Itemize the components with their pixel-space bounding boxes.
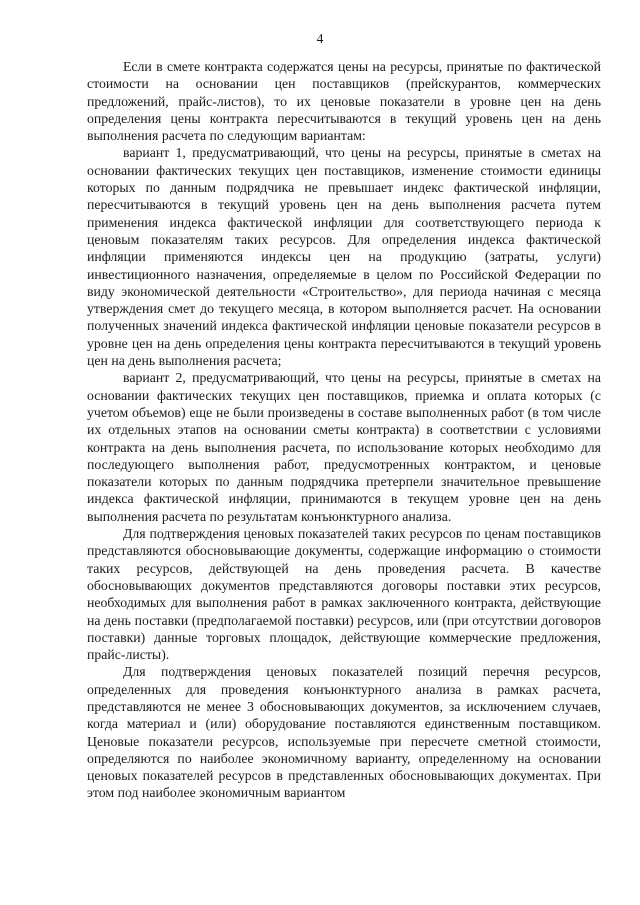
paragraph-variant-2: вариант 2, предусматривающий, что цены на ресурсы, принятые в сметах на основании фактических текущих цен поставщиков, приемка и оплата которых (с учетом объемов) еще не были произведены в составе выполненных работ (в том числе их отдельных этапов на основании сметы контракта) в соответствии с условиями контракта на день выполнения расчета, по использование которых необходимо для последующего выполнения работ, предусмотренных контрактом, и ценовые показатели которых по данным подрядчика претерпели значительное превышение индекса фактической инфляции, принимаются в текущем уровне цен на день выполнения расчета по результатам конъюнктурного анализа.	[87, 370, 601, 524]
paragraph-price-indicators: Для подтверждения ценовых показателей позиций перечня ресурсов, определенных для проведения конъюнктурного анализа в рамках расчета, представляются не менее 3 обосновывающих документов, за исключением случаев, когда материал и (или) оборудование поставляются единственным поставщиком. Ценовые показатели ресурсов, используемые при пересчете сметной стоимости, определяются по наиболее экономичному варианту, определенному на основании ценовых показателей ресурсов в представленных обосновывающих документах. При этом под наиболее экономичным вариантом	[87, 664, 601, 801]
body-text	[87, 58, 601, 802]
paragraph-variant-1: вариант 1, предусматривающий, что цены на ресурсы, принятые в сметах на основании фактических текущих цен поставщиков, изменение стоимости единицы которых по данным подрядчика не превышает индекс фактической инфляции, пересчитываются в текущий уровень цен на день выполнения расчета путем применения индекса фактической инфляции для соответствующего периода к ценовым показателям таких ресурсов. Для определения индекса фактической инфляции применяются индексы цен на продукцию (затраты, услуги) инвестиционного назначения, определяемые в целом по Российской Федерации по виду экономической деятельности «Строительство», для периода начиная с месяца утверждения смет до текущего месяца, в котором выполняется расчет. На основании полученных значений индекса фактической инфляции ценовые показатели ресурсов в уровне цен на день определения цены контракта пересчитываются в текущий уровень цен на день выполнения расчета;	[87, 145, 601, 369]
paragraph-supporting-documents: Для подтверждения ценовых показателей таких ресурсов по ценам поставщиков представляются обосновывающие документы, содержащие информацию о стоимости таких ресурсов, действующей на день проведения расчета. В качестве обосновывающих документов представляются договоры поставки этих ресурсов, необходимых для выполнения работ в рамках заключенного контракта, действующие на день поставки (предполагаемой поставки) ресурсов, или (при отсутствии договоров поставки) данные торговых площадок, действующие коммерческие предложения, прайс-листы).	[87, 526, 601, 663]
paragraph-intro: Если в смете контракта содержатся цены на ресурсы, принятые по фактической стоимости на основании цен поставщиков (прейскурантов, коммерческих предложений, прайс-листов), то их ценовые показатели в уровне цен на день определения цены контракта пересчитываются в текущий уровень цен на день выполнения расчета по следующим вариантам:	[87, 59, 601, 144]
page-number: 4	[316, 31, 324, 46]
